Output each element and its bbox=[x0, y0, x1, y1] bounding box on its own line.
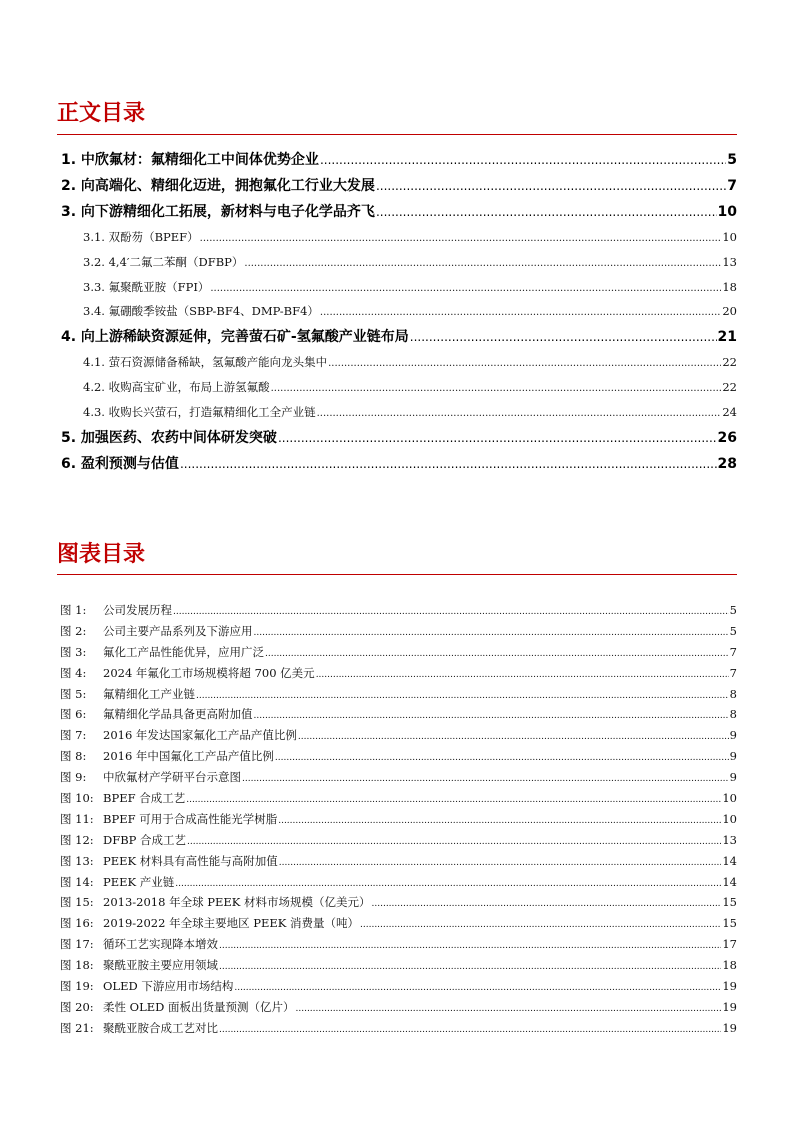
figure-page-number: 18 bbox=[722, 958, 737, 973]
figure-page-number: 7 bbox=[729, 644, 737, 659]
figure-entry-title bbox=[60, 663, 315, 684]
figure-page-number: 17 bbox=[722, 937, 737, 952]
toc-entry[interactable] bbox=[57, 451, 737, 477]
figure-entry-title bbox=[60, 788, 185, 809]
figure-caption: 2024 年氟化工市场规模将超 700 亿美元 bbox=[103, 665, 315, 680]
figure-label: 图 17: bbox=[60, 937, 94, 952]
figure-page-number: 19 bbox=[722, 979, 737, 994]
figure-page-number: 10 bbox=[722, 791, 737, 806]
dot-leader bbox=[173, 600, 729, 621]
toc-heading-rule bbox=[57, 134, 737, 135]
figure-caption: 2016 年中国氟化工产品产值比例 bbox=[103, 749, 274, 764]
dot-leader bbox=[242, 767, 729, 788]
toc-page-number: 10 bbox=[722, 230, 737, 244]
figure-entry[interactable] bbox=[57, 913, 737, 934]
dot-leader bbox=[360, 913, 721, 934]
toc-page-number: 18 bbox=[722, 279, 737, 294]
figure-label: 图 10: bbox=[60, 791, 94, 806]
figure-label: 图 7: bbox=[60, 728, 87, 743]
dot-leader bbox=[219, 934, 721, 955]
figure-label: 图 1: bbox=[60, 603, 87, 617]
figure-page-number: 14 bbox=[722, 853, 737, 868]
figure-page-number: 8 bbox=[729, 707, 737, 722]
figure-entry[interactable] bbox=[57, 955, 737, 976]
toc-page-number: 7 bbox=[727, 178, 737, 194]
figure-page-number: 8 bbox=[729, 686, 737, 701]
figure-entry[interactable] bbox=[57, 872, 737, 893]
figure-list-heading-rule bbox=[57, 574, 737, 575]
figure-entry-title bbox=[60, 704, 253, 725]
figure-caption: BPEF 合成工艺 bbox=[103, 791, 186, 806]
figure-page-number: 9 bbox=[729, 770, 737, 785]
toc-subentry[interactable] bbox=[57, 400, 737, 425]
toc-entry-title: 4.1. 萤石资源储备稀缺，氢氟酸产能向龙头集中 bbox=[83, 355, 328, 370]
dot-leader bbox=[234, 976, 721, 997]
table-of-contents bbox=[57, 147, 737, 477]
dot-leader bbox=[175, 872, 721, 893]
dot-leader bbox=[254, 704, 729, 725]
figure-entry[interactable] bbox=[57, 809, 737, 830]
figure-caption: 公司发展历程 bbox=[103, 603, 172, 617]
figure-label: 图 6: bbox=[60, 707, 87, 722]
figure-page-number: 19 bbox=[722, 999, 737, 1014]
dot-leader bbox=[278, 425, 717, 451]
figure-caption: 循环工艺实现降本增效 bbox=[103, 937, 218, 952]
figure-entry[interactable] bbox=[57, 704, 737, 725]
toc-subentry[interactable] bbox=[57, 299, 737, 324]
figure-label: 图 3: bbox=[60, 644, 87, 659]
figure-label: 图 8: bbox=[60, 749, 87, 764]
figure-page-number: 14 bbox=[722, 874, 737, 889]
toc-heading: 正文目录 bbox=[57, 101, 146, 126]
figure-label: 图 2: bbox=[60, 623, 87, 638]
figure-entry[interactable] bbox=[57, 621, 737, 642]
dot-leader bbox=[278, 809, 721, 830]
figure-entry[interactable] bbox=[57, 830, 737, 851]
toc-subentry[interactable] bbox=[57, 250, 737, 275]
figure-caption: 2019-2022 年全球主要地区 PEEK 消费量（吨） bbox=[103, 916, 360, 931]
figure-label: 图 14: bbox=[60, 874, 94, 889]
toc-page-number: 10 bbox=[717, 204, 737, 220]
figure-label: 图 4: bbox=[60, 665, 87, 680]
figure-entry-title bbox=[60, 976, 233, 997]
figure-entry[interactable] bbox=[57, 684, 737, 705]
figure-page-number: 15 bbox=[722, 916, 737, 931]
figure-caption: BPEF 可用于合成高性能光学树脂 bbox=[103, 811, 278, 826]
figure-page-number: 9 bbox=[729, 749, 737, 764]
dot-leader bbox=[265, 642, 729, 663]
figure-label: 图 9: bbox=[60, 770, 87, 785]
figure-caption: 公司主要产品系列及下游应用 bbox=[103, 623, 253, 638]
dot-leader bbox=[187, 830, 721, 851]
dot-leader bbox=[298, 725, 729, 746]
figure-entry[interactable] bbox=[57, 1018, 737, 1039]
figure-page-number: 15 bbox=[722, 895, 737, 910]
dot-leader bbox=[316, 663, 729, 684]
figure-caption: DFBP 合成工艺 bbox=[103, 832, 187, 847]
figure-label: 图 18: bbox=[60, 958, 94, 973]
dot-leader bbox=[410, 324, 717, 350]
figure-page-number: 7 bbox=[729, 665, 737, 680]
toc-entry-title: 3.3. 氟聚酰亚胺（FPI） bbox=[83, 279, 210, 294]
toc-subentry[interactable] bbox=[57, 350, 737, 375]
toc-page-number: 5 bbox=[727, 152, 737, 168]
figure-entry-title bbox=[60, 600, 172, 621]
figure-label: 图 20: bbox=[60, 999, 94, 1014]
toc-page-number: 21 bbox=[717, 329, 737, 346]
figure-caption: 2016 年发达国家氟化工产品产值比例 bbox=[103, 728, 297, 743]
toc-entry-title: 3.1. 双酚芴（BPEF） bbox=[83, 230, 199, 244]
toc-page-number: 28 bbox=[717, 455, 737, 472]
dot-leader bbox=[271, 375, 722, 400]
dot-leader bbox=[320, 147, 726, 173]
figure-entry[interactable] bbox=[57, 767, 737, 788]
toc-subentry[interactable] bbox=[57, 225, 737, 250]
toc-entry-title: 4.3. 收购长兴萤石，打造氟精细化工全产业链 bbox=[83, 404, 316, 419]
figure-caption: 氟精细化学品具备更高附加值 bbox=[103, 707, 253, 722]
figure-entry[interactable] bbox=[57, 746, 737, 767]
dot-leader bbox=[180, 451, 717, 477]
figure-caption: 氟化工产品性能优异，应用广泛 bbox=[103, 644, 264, 659]
figure-page-number: 10 bbox=[722, 811, 737, 826]
figure-entry-title bbox=[60, 746, 274, 767]
figure-caption: PEEK 材料具有高性能与高附加值 bbox=[103, 853, 278, 868]
dot-leader bbox=[186, 788, 721, 809]
figure-entry-title bbox=[60, 997, 295, 1018]
dot-leader bbox=[219, 1018, 721, 1039]
dot-leader bbox=[244, 250, 721, 275]
figure-entry-title bbox=[60, 892, 371, 913]
toc-entry-title: 1. 中欣氟材：氟精细化工中间体优势企业 bbox=[61, 152, 319, 168]
dot-leader bbox=[328, 350, 721, 375]
toc-entry[interactable] bbox=[57, 147, 737, 173]
figure-entry-title bbox=[60, 642, 264, 663]
figure-caption: 2013-2018 年全球 PEEK 材料市场规模（亿美元） bbox=[103, 895, 371, 910]
toc-entry-title: 3. 向下游精细化工拓展，新材料与电子化学品齐飞 bbox=[61, 204, 375, 220]
figure-list-heading: 图表目录 bbox=[57, 542, 146, 567]
dot-leader bbox=[376, 173, 726, 199]
dot-leader bbox=[320, 299, 721, 324]
toc-page-number: 20 bbox=[722, 304, 737, 319]
figure-caption: OLED 下游应用市场结构 bbox=[103, 979, 234, 994]
toc-page-number: 26 bbox=[717, 429, 737, 446]
figure-label: 图 15: bbox=[60, 895, 94, 910]
toc-entry-title: 4. 向上游稀缺资源延伸，完善萤石矿-氢氟酸产业链布局 bbox=[61, 329, 409, 346]
toc-entry-title: 3.4. 氟硼酸季铵盐（SBP-BF4、DMP-BF4） bbox=[83, 304, 319, 319]
toc-entry[interactable] bbox=[57, 173, 737, 199]
toc-entry-title: 2. 向高端化、精细化迈进，拥抱氟化工行业大发展 bbox=[61, 178, 375, 194]
dot-leader bbox=[279, 851, 722, 872]
dot-leader bbox=[210, 275, 721, 300]
figure-page-number: 9 bbox=[729, 728, 737, 743]
toc-page-number: 24 bbox=[722, 404, 737, 419]
toc-subentry[interactable] bbox=[57, 275, 737, 300]
dot-leader bbox=[219, 955, 721, 976]
figure-page-number: 5 bbox=[729, 603, 737, 617]
dot-leader bbox=[296, 997, 722, 1018]
figure-caption: 柔性 OLED 面板出货量预测（亿片） bbox=[103, 999, 295, 1014]
toc-entry-title: 3.2. 4,4′二氟二苯酮（DFBP） bbox=[83, 254, 244, 269]
figure-list bbox=[57, 600, 737, 1039]
figure-entry-title bbox=[60, 913, 359, 934]
figure-label: 图 19: bbox=[60, 979, 94, 994]
figure-entry[interactable] bbox=[57, 997, 737, 1018]
dot-leader bbox=[254, 621, 729, 642]
dot-leader bbox=[275, 746, 729, 767]
toc-entry-title: 6. 盈利预测与估值 bbox=[61, 455, 179, 472]
figure-label: 图 13: bbox=[60, 853, 94, 868]
figure-entry[interactable] bbox=[57, 600, 737, 621]
toc-subentry[interactable] bbox=[57, 375, 737, 400]
figure-entry[interactable] bbox=[57, 663, 737, 684]
dot-leader bbox=[372, 892, 722, 913]
toc-entry[interactable] bbox=[57, 199, 737, 225]
figure-entry-title bbox=[60, 1018, 218, 1039]
figure-caption: 聚酰亚胺主要应用领域 bbox=[103, 958, 218, 973]
figure-entry-title bbox=[60, 809, 277, 830]
dot-leader bbox=[376, 199, 717, 225]
figure-entry[interactable] bbox=[57, 788, 737, 809]
figure-entry-title bbox=[60, 767, 241, 788]
figure-entry-title bbox=[60, 934, 218, 955]
figure-label: 图 5: bbox=[60, 686, 87, 701]
figure-entry[interactable] bbox=[57, 892, 737, 913]
dot-leader bbox=[196, 684, 729, 705]
figure-label: 图 11: bbox=[60, 811, 94, 826]
figure-caption: 中欣氟材产学研平台示意图 bbox=[103, 770, 241, 785]
toc-entry[interactable] bbox=[57, 324, 737, 350]
figure-label: 图 16: bbox=[60, 916, 94, 931]
figure-entry-title bbox=[60, 621, 253, 642]
figure-entry-title bbox=[60, 684, 195, 705]
toc-entry-title: 4.2. 收购高宝矿业，布局上游氢氟酸 bbox=[83, 379, 270, 394]
figure-caption: 氟精细化工产业链 bbox=[103, 686, 195, 701]
figure-page-number: 19 bbox=[722, 1020, 737, 1035]
figure-entry[interactable] bbox=[57, 725, 737, 746]
figure-label: 图 12: bbox=[60, 832, 94, 847]
figure-entry-title bbox=[60, 872, 174, 893]
toc-page-number: 13 bbox=[722, 254, 737, 269]
figure-entry[interactable] bbox=[57, 642, 737, 663]
figure-entry[interactable] bbox=[57, 934, 737, 955]
figure-entry[interactable] bbox=[57, 851, 737, 872]
toc-page-number: 22 bbox=[722, 379, 737, 394]
figure-page-number: 13 bbox=[722, 832, 737, 847]
dot-leader bbox=[200, 225, 722, 250]
figure-page-number: 5 bbox=[729, 623, 737, 638]
figure-entry-title bbox=[60, 955, 218, 976]
toc-entry-title: 5. 加强医药、农药中间体研发突破 bbox=[61, 429, 277, 446]
figure-entry-title bbox=[60, 725, 297, 746]
figure-label: 图 21: bbox=[60, 1020, 94, 1035]
toc-page-number: 22 bbox=[722, 355, 737, 370]
dot-leader bbox=[317, 400, 722, 425]
figure-entry-title bbox=[60, 851, 278, 872]
figure-entry-title bbox=[60, 830, 186, 851]
figure-entry[interactable] bbox=[57, 976, 737, 997]
figure-caption: PEEK 产业链 bbox=[103, 874, 175, 889]
toc-entry[interactable] bbox=[57, 425, 737, 451]
figure-caption: 聚酰亚胺合成工艺对比 bbox=[103, 1020, 218, 1035]
